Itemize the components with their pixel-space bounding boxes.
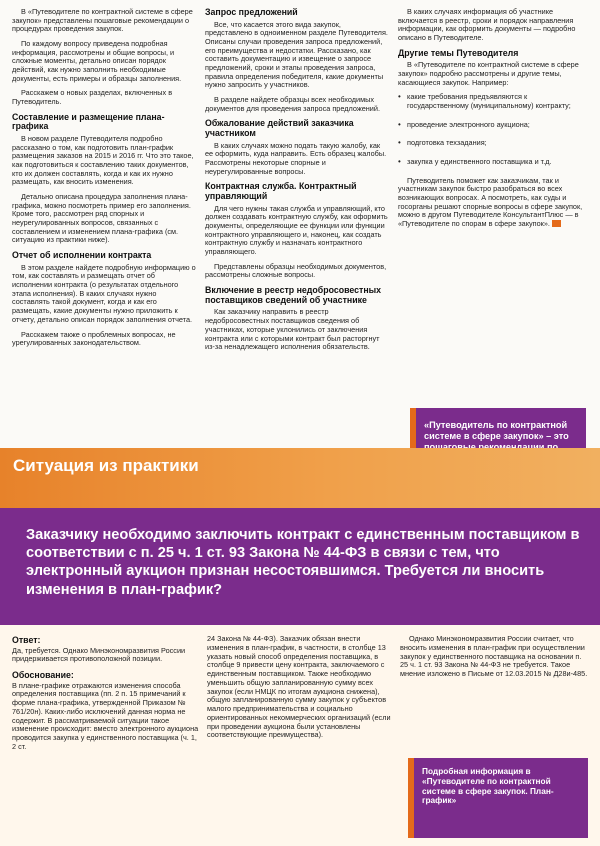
- section-heading-other: Другие темы Путеводителя: [398, 47, 519, 58]
- paragraph: В каких случаях можно подать такую жалобу, как ее оформить, куда направить. Есть образец жалобы. Рассмотрены некоторые спорные и неурегулированные вопросы.: [205, 140, 387, 176]
- ministry-opinion-text: Однако Минэкономразвития России считает, что вносить изменения в план-график при осуществлении закупок у единственного поставщика на основании п. 25 ч. 1 ст. 93 Закона № 44-ФЗ не требуется. Такое мнение изложено в Письме от 12.03.2015 № Д28и-485.: [400, 634, 588, 678]
- answer-text: Да, требуется. Однако Минэкономразвития России придерживается противоположной позиции.: [12, 645, 186, 664]
- paragraph: В новом разделе Путеводителя подробно рассказано о том, как подготовить план-график размещения заказов на 2015 и 2016 гг. Что это такое, как подготовиться к составлению таких документов, кто их должен составлять, когда и как их нужно размещать, как вносить изменения.: [12, 134, 194, 187]
- list-item: • проведение электронного аукциона;: [398, 121, 588, 130]
- answer-column-left: [12, 635, 202, 758]
- promo-box-bottom: [408, 758, 588, 838]
- paragraph: По каждому вопросу приведена подробная информация, рассмотрены и общие вопросы, и сложные моменты, детально описан порядок действий, как нужно заполнить необходимые документы, есть примеры и образцы заполнения.: [12, 39, 182, 83]
- promo-text: Подробная информация в «Путеводителе по контрактной системе в сфере закупок. План-график»: [422, 766, 554, 806]
- paragraph: Все, что касается этого вида закупок, представлено в одноименном разделе Путеводителя. Описаны случаи проведения запроса предложений, его преимущества и недостатки. Рассказано, как составить документацию и извещение о запросе предложений, сроки и этапы проведения запроса, правила определения победителя, какие документы нужно запросить у участников.: [205, 19, 388, 90]
- end-mark-icon: [552, 220, 561, 227]
- column-left: [12, 8, 196, 354]
- column-right: [398, 8, 588, 235]
- paragraph: Для чего нужны такая служба и управляющий, кто должен создавать контрактную службу, как оформить документы, определяющие ее функции или функции контрактного управляющего и, наконец, как создать контрактную службу и назначать контрактного управляющего.: [205, 203, 388, 257]
- promo-text: «Путеводитель по контрактной системе в сфере закупок» – это: [424, 420, 569, 442]
- paragraph: В каких случаях информация об участнике включается в реестр, сроки и порядок направления информации, как оформить документы — подробно описано в Путеводителе.: [398, 7, 576, 43]
- paragraph: Представлены образцы необходимых документов, рассмотрены сложные вопросы.: [205, 261, 387, 280]
- practice-title: Ситуация из практики: [13, 456, 199, 475]
- answer-column-middle: [207, 635, 397, 746]
- basis-continued-text: 24 Закона № 44-ФЗ). Заказчик обязан внести изменения в план-график, в частности, в столбце 13 указать новый способ определения поставщика, в столбце 9 привести цену контракта, заключаемого с единственным поставщиком. Также необходимо уменьшить общую запланированную сумму всех закупок (если НМЦК по итогам аукциона снижена), общую запланированную сумму закупок у субъектов малого предпринимательства и социально ориентированных некоммерческих организаций (если при проведении аукциона были установлены соответствующие преимущества).: [207, 634, 391, 740]
- section-heading-appeal: Обжалование действий заказчика участником: [205, 118, 354, 139]
- help-text: Путеводитель поможет как заказчикам, так и участникам закупок быстро разобраться во всех возникающих вопросах. А посмотреть, как суды и госорганы решают спорные вопросы в сфере закупок, можно в другом Путеводителе КонсультантПлюс — в «Путеводителе по спорам в сфере закупок».: [398, 175, 583, 229]
- question-box: [0, 508, 600, 625]
- paragraph: В разделе найдете образцы всех необходимых документов для проведения запроса предложений.: [205, 95, 380, 113]
- section-heading-report: Отчет об исполнении контракта: [12, 250, 152, 261]
- answer-column-right: [400, 635, 590, 685]
- answer-label: Ответ:: [12, 635, 41, 645]
- section-heading-registry: Включение в реестр недобросовестных поставщиков сведений об участнике: [205, 285, 382, 305]
- list-item: • какие требования предъявляются к государственному (муниципальному) контракту;: [398, 93, 588, 110]
- paragraph: Расскажем о новых разделах, включенных в Путеводитель.: [12, 88, 173, 107]
- topics-list: [398, 93, 588, 166]
- promo-accent-bar: [408, 758, 414, 838]
- section-heading-plan: Составление и размещение плана-графика: [12, 111, 165, 132]
- paragraph: Как заказчику направить в реестр недобросовестных поставщиков сведения об участниках, которые уклонились от заключения контракта или с которыми контракт был расторгнут из-за ненадлежащего исполнения обязательств.: [205, 307, 380, 352]
- list-item: • подготовка техзадания;: [398, 139, 588, 148]
- column-middle: [205, 8, 389, 358]
- section-heading-service: Контрактная служба. Контрактный управляющий: [205, 181, 357, 202]
- basis-text: В плане-графике отражаются изменения способа определения поставщика (пп. 2 п. 15 примечаний к форме плана-графика, утвержденной Приказом № 761/20н). Каких-либо исключений данная норма не содержит. В рассматриваемой ситуации такое изменение происходит: вместо электронного аукциона проводится закупка у единственного поставщика (ч. 1, 2 ст.: [12, 680, 199, 751]
- question-text: Заказчику необходимо заключить контракт с единственным поставщиком в соответствии с п. 25 ч. 1 ст. 93 Закона № 44-ФЗ в связи с тем, что электронный аукцион признан несостоявшимся. Требуется ли вносить изменения в план-график?: [26, 527, 580, 598]
- paragraph: В «Путеводителе по контрактной системе в сфере закупок» подробно рассмотрены и другие темы, касающиеся закупок. Например:: [398, 60, 579, 87]
- paragraph: Расскажем также о проблемных вопросах, не урегулированных законодательством.: [12, 329, 176, 348]
- basis-label: Обоснование:: [12, 670, 74, 681]
- list-item: • закупка у единственного поставщика и т.д.: [398, 158, 588, 167]
- paragraph: В этом разделе найдете подробную информацию о том, как составлять и размещать отчет об исполнении контракта (о результатах отдельного этапа исполнения). В каких случаях нужно составлять такой документ, когда и как его размещать, какие документы нужно приложить к отчету, детально описан порядок заполнения отчета.: [12, 262, 196, 324]
- section-heading-request: Запрос предложений: [205, 7, 298, 17]
- intro-paragraph: В «Путеводителе по контрактной системе в сфере закупок» представлены пошаговые рекомендации о процедурах проведения закупок.: [12, 7, 193, 34]
- paragraph: Детально описана процедура заполнения плана-графика, можно посмотреть пример его заполнения. Кроме того, рассмотрен ряд спорных и неурегулированных вопросов, связанных с составлением и изменением плана-графика (см. ситуацию из практики ниже).: [12, 192, 191, 245]
- paragraph: [398, 177, 588, 229]
